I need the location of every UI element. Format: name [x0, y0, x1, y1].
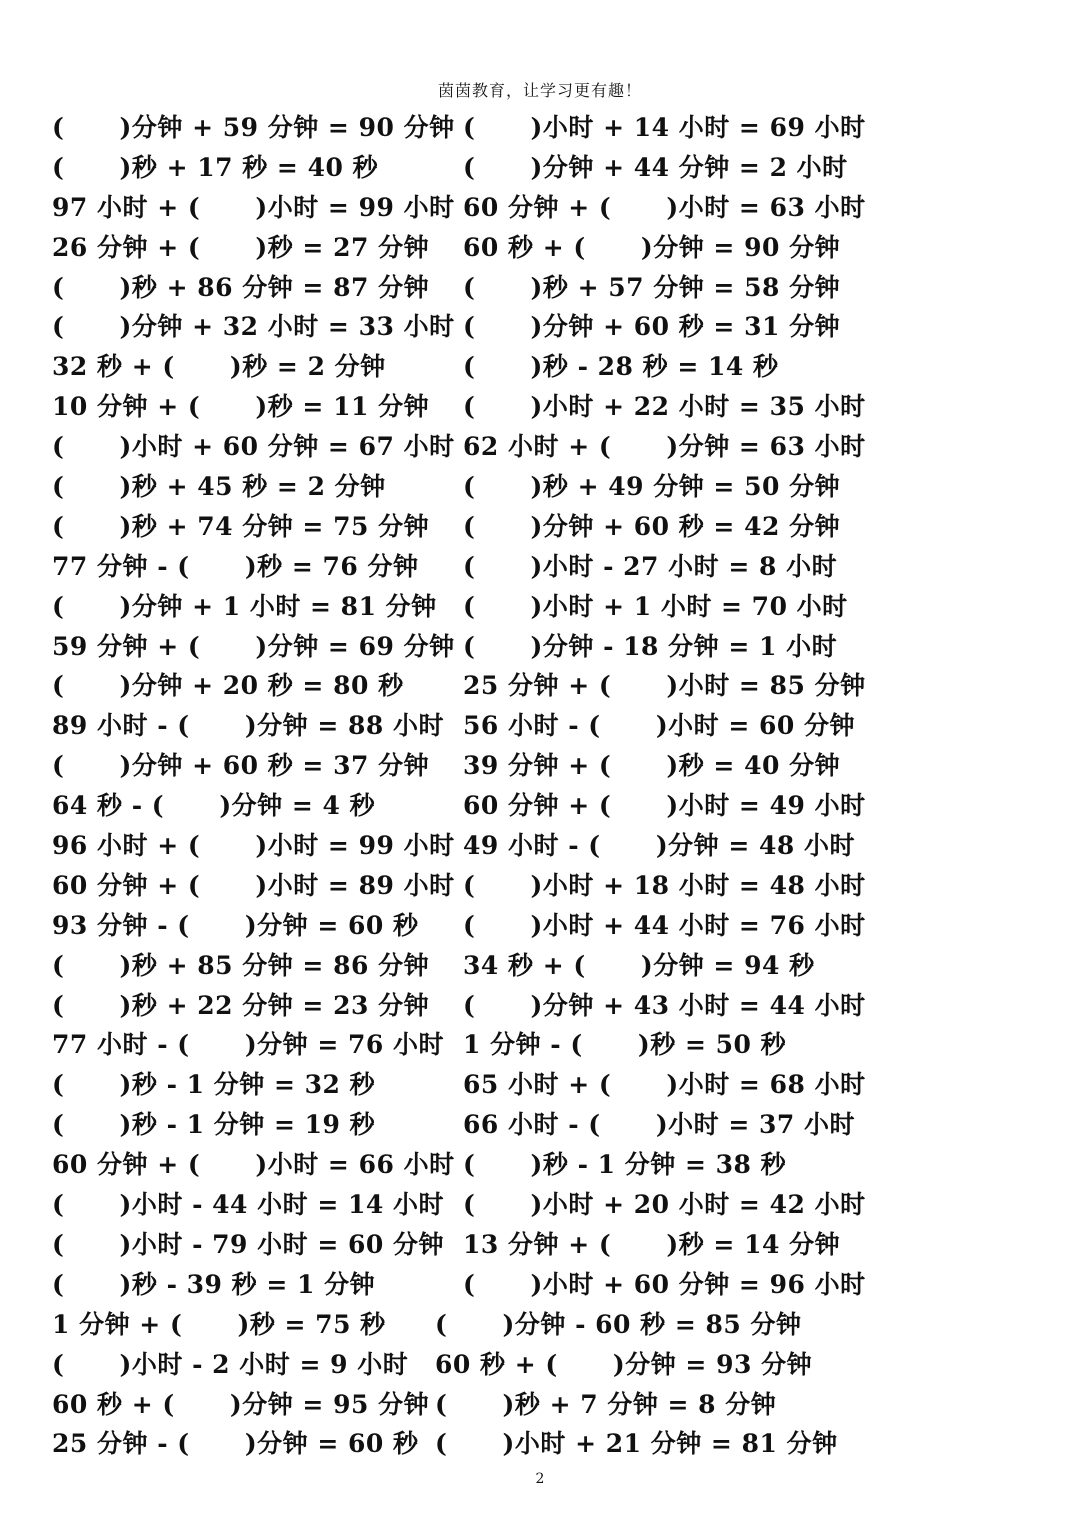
exercise-line: 60 秒 + ( )分钟 = 95 分钟 [52, 1389, 430, 1419]
page-number: 2 [535, 1471, 545, 1487]
exercise-line: 13 分钟 + ( )秒 = 14 分钟 [463, 1229, 841, 1259]
exercise-line: 32 秒 + ( )秒 = 2 分钟 [52, 352, 386, 382]
exercise-line: 60 分钟 + ( )小时 = 89 小时 [52, 870, 455, 900]
exercise-line: 49 小时 - ( )分钟 = 48 小时 [463, 831, 856, 861]
exercise-line: 62 小时 + ( )分钟 = 63 小时 [463, 432, 866, 462]
exercise-line: 60 分钟 + ( )小时 = 49 小时 [463, 791, 866, 821]
exercise-line: 66 小时 - ( )小时 = 37 小时 [463, 1110, 856, 1140]
exercise-line: ( )分钟 - 18 分钟 = 1 小时 [463, 631, 838, 661]
exercise-line: ( )小时 + 20 小时 = 42 小时 [463, 1190, 866, 1220]
exercise-line: ( )小时 + 1 小时 = 70 小时 [463, 591, 848, 621]
exercise-line: ( )秒 - 1 分钟 = 19 秒 [52, 1110, 376, 1140]
exercise-line: ( )秒 + 49 分钟 = 50 分钟 [463, 472, 841, 502]
exercise-line: 56 小时 - ( )小时 = 60 分钟 [463, 711, 856, 741]
exercise-line: 97 小时 + ( )小时 = 99 小时 [52, 192, 455, 222]
exercise-line: ( )分钟 + 60 秒 = 42 分钟 [463, 511, 841, 541]
exercise-line: 59 分钟 + ( )分钟 = 69 分钟 [52, 631, 455, 661]
exercise-line: ( )小时 - 27 小时 = 8 小时 [463, 551, 838, 581]
exercise-line: 1 分钟 + ( )秒 = 75 秒 [52, 1309, 386, 1339]
exercise-line: 64 秒 - ( )分钟 = 4 秒 [52, 791, 376, 821]
exercise-line: ( )秒 + 7 分钟 = 8 分钟 [435, 1389, 777, 1419]
exercise-line: 77 小时 - ( )分钟 = 76 小时 [52, 1030, 445, 1060]
exercise-line: 25 分钟 - ( )分钟 = 60 秒 [52, 1429, 419, 1459]
exercise-line: ( )小时 - 2 小时 = 9 小时 [52, 1349, 409, 1379]
exercise-line: 77 分钟 - ( )秒 = 76 分钟 [52, 551, 419, 581]
exercise-line: ( )分钟 + 32 小时 = 33 小时 [52, 312, 455, 342]
exercise-line: 26 分钟 + ( )秒 = 27 分钟 [52, 232, 430, 262]
exercise-line: ( )分钟 + 1 小时 = 81 分钟 [52, 591, 437, 621]
exercise-line: 1 分钟 - ( )秒 = 50 秒 [463, 1030, 787, 1060]
exercise-line: ( )分钟 + 60 秒 = 37 分钟 [52, 751, 430, 781]
exercise-line: ( )秒 + 45 秒 = 2 分钟 [52, 472, 386, 502]
left-exercise-column [52, 108, 455, 1464]
exercise-line: ( )分钟 + 59 分钟 = 90 分钟 [52, 113, 455, 142]
exercise-line: 60 秒 + ( )分钟 = 93 分钟 [435, 1349, 813, 1379]
exercise-line: 10 分钟 + ( )秒 = 11 分钟 [52, 392, 430, 422]
exercise-line: 25 分钟 + ( )小时 = 85 分钟 [463, 671, 866, 701]
exercise-line: 96 小时 + ( )小时 = 99 小时 [52, 831, 455, 861]
page-header: 茵茵教育，让学习更有趣！ [437, 81, 642, 100]
exercise-line: ( )分钟 + 20 秒 = 80 秒 [52, 671, 404, 701]
exercise-line: 34 秒 + ( )分钟 = 94 秒 [463, 950, 815, 980]
exercise-line: 89 小时 - ( )分钟 = 88 小时 [52, 711, 445, 741]
exercise-line: ( )小时 + 18 小时 = 48 小时 [463, 870, 866, 900]
exercise-line: ( )秒 - 28 秒 = 14 秒 [463, 352, 779, 382]
exercise-line: ( )秒 + 85 分钟 = 86 分钟 [52, 950, 430, 980]
exercise-line: ( )小时 + 44 小时 = 76 小时 [463, 910, 866, 940]
exercise-line: ( )秒 - 1 分钟 = 38 秒 [463, 1150, 787, 1180]
exercise-line: ( )秒 + 17 秒 = 40 秒 [52, 152, 379, 182]
exercise-line: ( )小时 - 44 小时 = 14 小时 [52, 1190, 445, 1220]
exercise-line: ( )小时 + 21 分钟 = 81 分钟 [435, 1429, 838, 1459]
right-exercise-column [435, 108, 866, 1464]
exercise-line: 93 分钟 - ( )分钟 = 60 秒 [52, 910, 419, 940]
exercise-line: ( )小时 + 60 分钟 = 67 小时 [52, 432, 455, 462]
exercise-line: ( )分钟 - 60 秒 = 85 分钟 [435, 1309, 802, 1339]
exercise-line: ( )秒 + 22 分钟 = 23 分钟 [52, 990, 430, 1020]
exercise-line: ( )小时 + 14 小时 = 69 小时 [463, 113, 866, 142]
exercise-line: ( )秒 - 39 秒 = 1 分钟 [52, 1269, 376, 1299]
exercise-line: ( )秒 + 86 分钟 = 87 分钟 [52, 272, 430, 302]
exercise-line: ( )小时 + 60 分钟 = 96 小时 [463, 1269, 866, 1299]
exercise-line: 39 分钟 + ( )秒 = 40 分钟 [463, 751, 841, 781]
exercise-line: ( )秒 - 1 分钟 = 32 秒 [52, 1070, 376, 1100]
exercise-line: 60 分钟 + ( )小时 = 63 小时 [463, 192, 866, 222]
exercise-line: ( )秒 + 57 分钟 = 58 分钟 [463, 272, 841, 302]
exercise-line: ( )分钟 + 44 分钟 = 2 小时 [463, 152, 848, 182]
exercise-line: 60 秒 + ( )分钟 = 90 分钟 [463, 232, 841, 262]
exercise-line: ( )小时 + 22 小时 = 35 小时 [463, 392, 866, 422]
exercise-line: 60 分钟 + ( )小时 = 66 小时 [52, 1150, 455, 1180]
exercise-line: ( )秒 + 74 分钟 = 75 分钟 [52, 511, 430, 541]
exercise-line: 65 小时 + ( )小时 = 68 小时 [463, 1070, 866, 1100]
exercise-line: ( )分钟 + 43 小时 = 44 小时 [463, 990, 866, 1020]
exercise-line: ( )小时 - 79 小时 = 60 分钟 [52, 1229, 445, 1259]
exercise-line: ( )分钟 + 60 秒 = 31 分钟 [463, 312, 841, 342]
